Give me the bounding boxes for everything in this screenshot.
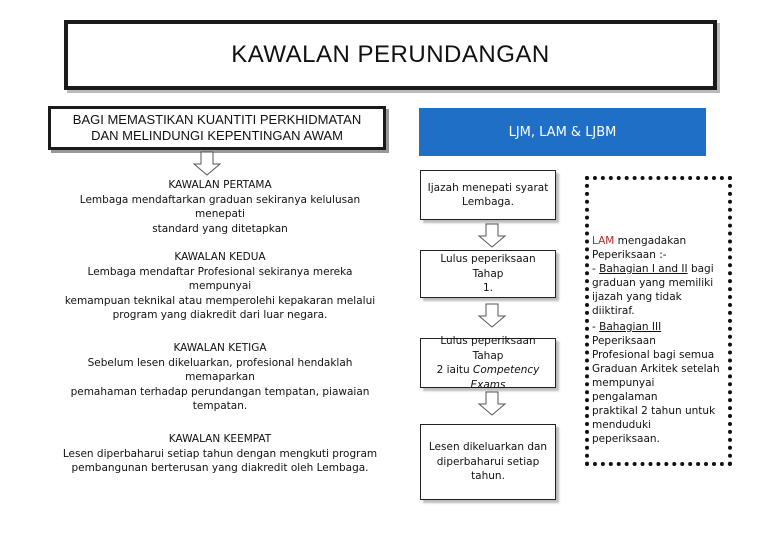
- kawalan-line: program yang diakredit dari luar negara.: [112, 309, 328, 321]
- note-text: Graduan Arkitek setelah: [592, 363, 720, 375]
- kawalan-line: Lembaga mendaftar Profesional sekiranya mereka mempunyai: [87, 265, 353, 292]
- kawalan-title: KAWALAN KEDUA: [174, 251, 266, 263]
- note-text: mempunyai pengalaman: [592, 377, 658, 403]
- step-3-line-2-prefix: 2 iaitu: [436, 364, 474, 376]
- step-4-line-1: Lesen dikeluarkan dan: [428, 441, 548, 454]
- left-header-box: [48, 106, 386, 150]
- note-text: mengadakan: [614, 235, 687, 247]
- kawalan-kedua: [55, 250, 385, 323]
- step-3-line-2-emphasis: Competency Exams: [470, 364, 540, 391]
- step-4-line-2: diperbaharui setiap tahun.: [436, 455, 540, 483]
- step-1-line-2: Lembaga.: [462, 196, 514, 208]
- left-header-line-1: BAGI MEMASTIKAN KUANTITI PERKHIDMATAN: [72, 112, 362, 127]
- kawalan-line: pemahaman terhadap perundangan tempatan, piawaian: [70, 385, 370, 398]
- kawalan-line: tempatan.: [192, 400, 248, 412]
- note-text: graduan yang memiliki: [592, 277, 714, 289]
- step-3-line-1: Lulus peperiksaan Tahap: [440, 335, 536, 362]
- note-text: Profesional bagi semua: [592, 349, 715, 361]
- diagram-title: KAWALAN PERUNDANGAN: [231, 41, 550, 68]
- down-arrow-icon: [478, 304, 506, 328]
- note-text: ijazah yang tidak diiktiraf.: [592, 291, 682, 317]
- note-text: praktikal 2 tahun untuk: [592, 405, 716, 417]
- note-text: Peperiksaan :-: [592, 249, 667, 261]
- kawalan-line: kemampuan teknikal atau memperolehi kepakaran melalui: [64, 294, 376, 307]
- step-2-line-1: Lulus peperiksaan Tahap: [440, 253, 536, 280]
- kawalan-keempat: [55, 432, 385, 476]
- note-text: menduduki peperiksaan.: [592, 419, 660, 445]
- lam-note-part-2: [592, 320, 722, 446]
- note-text: Peperiksaan: [592, 335, 656, 347]
- right-header-box: [419, 108, 706, 156]
- step-box-1: [420, 170, 556, 220]
- title-box: [64, 20, 717, 90]
- bahagian-1-2-label: Bahagian I and II: [599, 263, 688, 275]
- lam-label: LAM: [592, 235, 615, 247]
- note-text: bagi: [687, 263, 714, 275]
- kawalan-line: Lembaga mendaftarkan graduan sekiranya kelulusan menepati: [79, 193, 361, 220]
- step-2-line-2: 1.: [482, 282, 494, 295]
- down-arrow-icon: [478, 224, 506, 248]
- kawalan-ketiga: [55, 341, 385, 414]
- kawalan-title: KAWALAN PERTAMA: [168, 179, 272, 191]
- step-box-2: [420, 250, 556, 298]
- note-bullet: -: [592, 263, 600, 275]
- kawalan-line: pembangunan berterusan yang diakredit oleh Lembaga.: [71, 462, 369, 474]
- step-box-4: [420, 424, 556, 500]
- kawalan-line: Lesen diperbaharui setiap tahun dengan mengkuti program: [62, 447, 378, 460]
- bahagian-3-label: Bahagian III: [599, 321, 662, 333]
- left-header-line-2: DAN MELINDUNGI KEPENTINGAN AWAM: [91, 128, 343, 143]
- kawalan-line: Sebelum lesen dikeluarkan, profesional hendaklah memaparkan: [87, 356, 353, 383]
- step-1-line-1: Ijazah menepati syarat: [427, 181, 549, 194]
- kawalan-line: standard yang ditetapkan: [152, 222, 288, 235]
- kawalan-pertama: [55, 178, 385, 236]
- step-box-3: [420, 335, 556, 391]
- lam-note-part-1: [592, 234, 722, 318]
- left-header-text: [73, 112, 361, 144]
- down-arrow-icon: [193, 152, 221, 176]
- note-bullet: -: [592, 321, 600, 333]
- down-arrow-icon: [478, 392, 506, 416]
- kawalan-title: KAWALAN KETIGA: [173, 342, 267, 354]
- kawalan-title: KAWALAN KEEMPAT: [168, 433, 272, 445]
- right-header-text: LJM, LAM & LJBM: [508, 124, 617, 140]
